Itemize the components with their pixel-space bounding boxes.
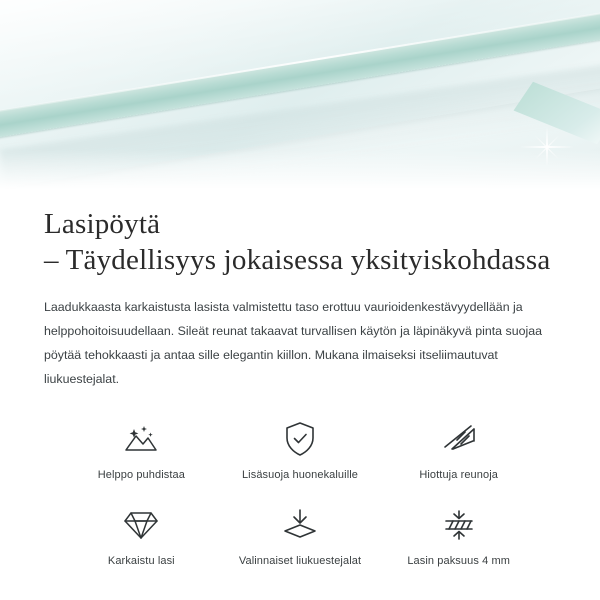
- pad-down-arrow-icon: [278, 503, 322, 547]
- thickness-measure-icon: [437, 503, 481, 547]
- feature-item: [379, 417, 538, 483]
- feature-item: [221, 417, 380, 483]
- product-description: Laadukkaasta karkaistusta lasista valmistettu taso erottuu vaurioidenkestävyydellään ja helppohoitoisuudellaan. Sileät reunat takaavat turvallisen käytön ja läpinäkyvä pinta suojaa pöytää tehokkaasti ja antaa sille elegantin kiillon. Mukana ilmaiseksi itseliimautuvat liukuestejalat.: [44, 300, 543, 386]
- feature-item: [62, 503, 221, 569]
- feature-label: Lisäsuoja huonekaluille: [241, 469, 359, 481]
- diamond-icon: [119, 503, 163, 547]
- feature-label: Karkaistu lasi: [107, 555, 175, 567]
- feature-label: Valinnaiset liukuestejalat: [238, 555, 362, 567]
- feature-label: Helppo puhdistaa: [97, 469, 185, 481]
- page-title: [44, 196, 556, 279]
- page-title-line-1: Lasipöytä: [44, 208, 161, 240]
- feature-item: [379, 503, 538, 569]
- feature-item: [62, 417, 221, 483]
- feature-label: Hiottuja reunoja: [419, 469, 498, 481]
- sparkle-cloth-icon: [119, 417, 163, 461]
- hero-bottom-fade: [0, 150, 600, 196]
- feature-grid: [44, 417, 556, 569]
- feature-item: [221, 503, 380, 569]
- shield-check-icon: [278, 417, 322, 461]
- content-block: [0, 196, 600, 569]
- hero-image: [0, 0, 600, 196]
- page-title-line-2: – Täydellisyys jokaisessa yksityiskohdassa: [44, 244, 551, 276]
- polished-edges-icon: [437, 417, 481, 461]
- feature-label: Lasin paksuus 4 mm: [407, 555, 510, 567]
